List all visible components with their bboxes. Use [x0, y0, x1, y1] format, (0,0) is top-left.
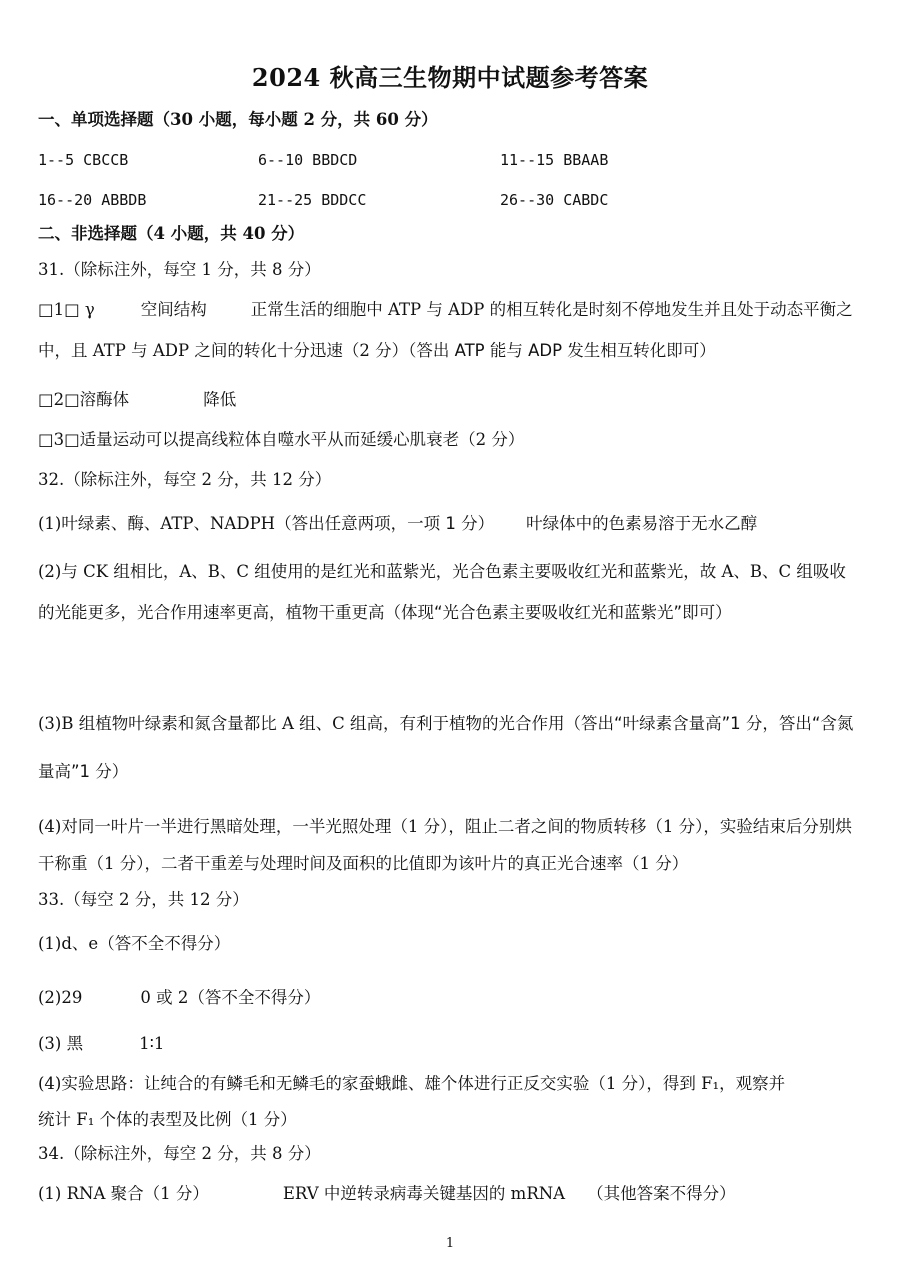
mc-answer-group: 16--20 ABBDB [38, 191, 147, 209]
q32-p3-answer: (3)B 组植物叶绿素和氮含量都比 A 组、C 组高，有利于植物的光合作用 [38, 714, 565, 733]
q32-part1 [38, 512, 862, 536]
mc-answer-group: 1--5 CBCCB [38, 151, 129, 169]
q33-p3-answer-b: 1∶1 [139, 1034, 165, 1053]
q32-p2-note: （体现“光合色素主要吸收红光和蓝紫光”即可） [384, 603, 732, 622]
q33-p1-note: （答不全不得分） [98, 934, 231, 953]
q33-p1-answer: (1)d、e [38, 934, 99, 953]
q31-part1 [38, 289, 862, 371]
q31-p1-note: （答出 ATP 能与 ADP 发生相互转化即可） [408, 341, 716, 360]
q31-p1-label: □1□ γ [38, 300, 95, 319]
mc-answer-group: 6--10 BBDCD [258, 151, 358, 169]
q31-p2-answer: 降低 [203, 390, 237, 409]
section-heading-choice: 一、单项选择题（30 小题，每小题 2 分，共 60 分） [38, 110, 438, 129]
q32-header: 32.（除标注外，每空 2 分，共 12 分） [38, 470, 332, 489]
q31-p1-answer-a: 空间结构 [140, 300, 207, 319]
q31-p1-answer-b: 正常生活的细胞中 ATP 与 ADP 的相互转化是时刻不停地发生并且处于动态平衡之中，且 ATP 与 ADP 之间的转化十分迅速（2 分） [38, 300, 853, 360]
q31-part3: □3□适量运动可以提高线粒体自噬水平从而延缓心肌衰老（2 分） [38, 430, 525, 449]
q32-part3 [38, 700, 862, 796]
page-number: 1 [445, 1236, 455, 1251]
q33-p2-note: （答不全不得分） [188, 988, 321, 1007]
q34-p1-answer-a: (1) RNA 聚合（1 分） [38, 1184, 209, 1203]
q34-header: 34.（除标注外，每空 2 分，共 8 分） [38, 1144, 321, 1163]
q34-p1-answer-b: ERV 中逆转录病毒关键基因的 mRNA [282, 1184, 566, 1203]
mc-answer-group: 21--25 BDDCC [258, 191, 367, 209]
q33-part3 [38, 1032, 862, 1056]
page-title: 2024 秋高三生物期中试题参考答案 [251, 63, 649, 92]
q33-part2 [38, 986, 862, 1010]
q33-part4-line2: 统计 F₁ 个体的表型及比例（1 分） [38, 1110, 297, 1129]
q33-p2-answer-b: 0 或 2 [140, 988, 189, 1007]
q31-p2-label: □2□溶酶体 [38, 390, 130, 409]
q32-p3-note: （答出“叶绿素含量高”1 分，答出“含氮量高”1 分） [38, 714, 854, 781]
q32-p1-answer-b: 叶绿体中的色素易溶于无水乙醇 [526, 514, 758, 533]
section-heading-written: 二、非选择题（4 小题，共 40 分） [38, 224, 305, 243]
q34-p1-note: （其他答案不得分） [587, 1184, 736, 1203]
mc-answer-group: 26--30 CABDC [500, 191, 609, 209]
mc-answer-group: 11--15 BBAAB [500, 151, 609, 169]
q33-part1 [38, 932, 862, 956]
q32-p1-note: （答出任意两项，一项 1 分） [275, 514, 495, 533]
q32-part4: (4)对同一叶片一半进行黑暗处理，一半光照处理（1 分），阻止二者之间的物质转移（1 分），实验结束后分别烘干称重（1 分），二者干重差与处理时间及面积的比值即为该叶片的真正光合速率（1 分） [38, 817, 852, 873]
q33-p3-answer-a: (3) 黑 [38, 1034, 84, 1053]
q33-part4-line1: (4)实验思路：让纯合的有鳞毛和无鳞毛的家蚕蛾雌、雄个体进行正反交实验（1 分），得到 F₁，观察并 [38, 1074, 786, 1093]
q32-p1-answer-a: (1)叶绿素、酶、ATP、NADPH [38, 514, 276, 533]
q31-header: 31.（除标注外，每空 1 分，共 8 分） [38, 260, 321, 279]
q33-p2-answer-a: (2)29 [38, 988, 83, 1007]
q33-header: 33.（每空 2 分，共 12 分） [38, 890, 249, 909]
q34-part1 [38, 1182, 862, 1206]
q32-part2 [38, 551, 862, 633]
q31-part2 [38, 388, 862, 412]
q32-p2-answer: (2)与 CK 组相比，A、B、C 组使用的是红光和蓝紫光，光合色素主要吸收红光和蓝紫光，故 A、B、C 组吸收的光能更多，光合作用速率更高，植物干重更高 [38, 562, 846, 622]
